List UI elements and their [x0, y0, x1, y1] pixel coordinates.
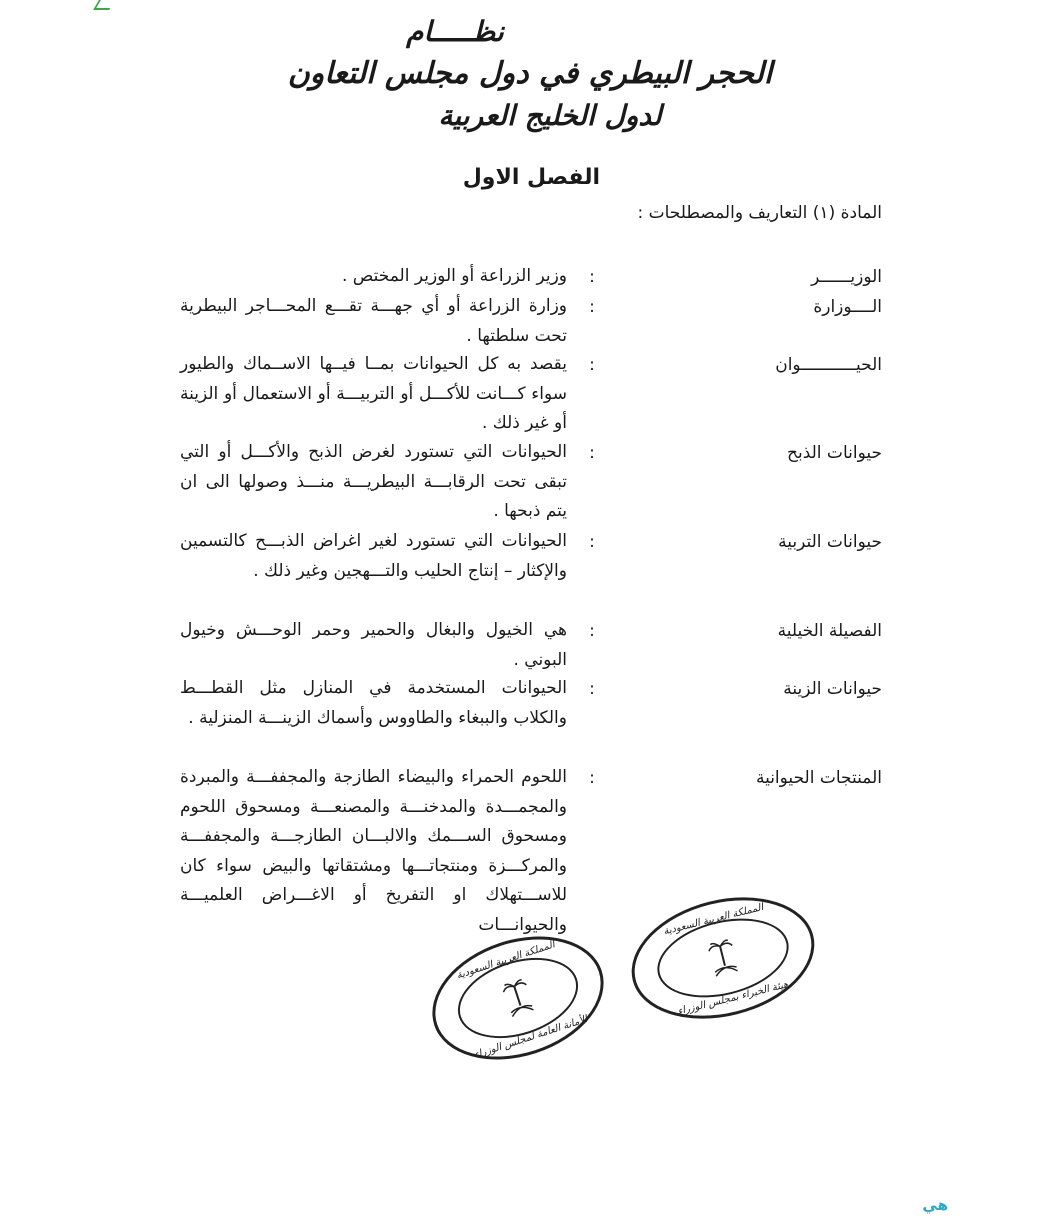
definition-separator: :: [589, 267, 595, 287]
title-line-3: لدول الخليج العربية: [438, 99, 662, 132]
official-seal-left: [416, 916, 619, 1081]
definition-separator: :: [589, 679, 595, 699]
palm-swords-emblem-icon: [702, 934, 745, 981]
seal-top-text: المملكة العربية السعودية: [455, 939, 557, 982]
seal-bottom-text: هيئة الخبراء بمجلس الوزراء: [676, 979, 790, 1018]
title-line-1: نظـــــام: [406, 15, 504, 48]
definition-separator: :: [589, 355, 595, 375]
definition-text: اللحوم الحمراء والبيضاء الطازجة والمجففـــة والمبردة والمجمـــدة والمدخنـــة والمصنعـــة ومسحوق اللحوم ومسحوق الســـمك والالبـــان الطازجـــة والمجففـــة والمركـــزة ومنتجاتـــها ومشتقاتها والبيض سواء كان للاســـتهلاك او التفريخ أو الاغـــراض العلميـــة والحيوانـــات: [180, 767, 567, 935]
definition-term: حيوانات الذبح: [787, 443, 882, 463]
official-seal-right: [619, 879, 828, 1037]
chapter-title: الفصل الاول: [462, 165, 600, 190]
definition-text: الحيوانات المستخدمة في المنازل مثل القطـــط والكلاب والببغاء والطاووس وأسماك الزينـــة المنزلية .: [180, 678, 567, 728]
definition-text: يقصد به كل الحيوانات بمــا فيــها الاســماك والطيور سواء كـــانت للأكـــل أو التربيـــة أو الاستعمال أو الزينة أو غير ذلك .: [180, 354, 567, 433]
title-line-2: الحجر البيطري في دول مجلس التعاون: [287, 56, 773, 91]
definition-separator: :: [589, 443, 595, 463]
definition-text: الحيوانات التي تستورد لغير اغراض الذبـــح كالتسمين والإكثار – إنتاج الحليب والتـــهجين وغير ذلك .: [180, 531, 567, 581]
seal-top-text: المملكة العربية السعودية: [662, 901, 765, 938]
definition-term: الفصيلة الخيلية: [777, 621, 882, 641]
definition-text: وزارة الزراعة أو أي جهـــة تقـــع المحـــاجر البيطرية تحت سلطتها .: [180, 296, 567, 346]
definition-separator: :: [589, 768, 595, 788]
definition-separator: :: [589, 621, 595, 641]
definition-text: الحيوانات التي تستورد لغرض الذبح والأكـــل أو التي تبقى تحت الرقابـــة البيطريـــة منـــذ وصولها الى ان يتم ذبحها .: [180, 442, 567, 521]
definition-term: الوزيــــــر: [811, 267, 882, 287]
definition-term: الحيـــــــــــوان: [775, 355, 882, 375]
document-title: [280, 12, 780, 136]
definition-term: الــــوزارة: [813, 297, 882, 317]
corner-mark: [93, 0, 115, 10]
footer-mark: هي: [922, 1196, 948, 1214]
article-title: المادة (١) التعاريف والمصطلحات :: [637, 203, 882, 223]
definition-term: حيوانات التربية: [778, 532, 882, 552]
definition-term: حيوانات الزينة: [783, 679, 882, 699]
definition-text: وزير الزراعة أو الوزير المختص .: [341, 266, 567, 286]
definition-separator: :: [589, 532, 595, 552]
seal-bottom-text: الأمانة العامة لمجلس الوزراء: [472, 1013, 589, 1062]
definition-text: هي الخيول والبغال والحمير وحمر الوحـــش وخيول البوني .: [180, 620, 567, 670]
definition-separator: :: [589, 297, 595, 317]
palm-swords-emblem-icon: [496, 974, 541, 1023]
definition-term: المنتجات الحيوانية: [755, 768, 882, 788]
